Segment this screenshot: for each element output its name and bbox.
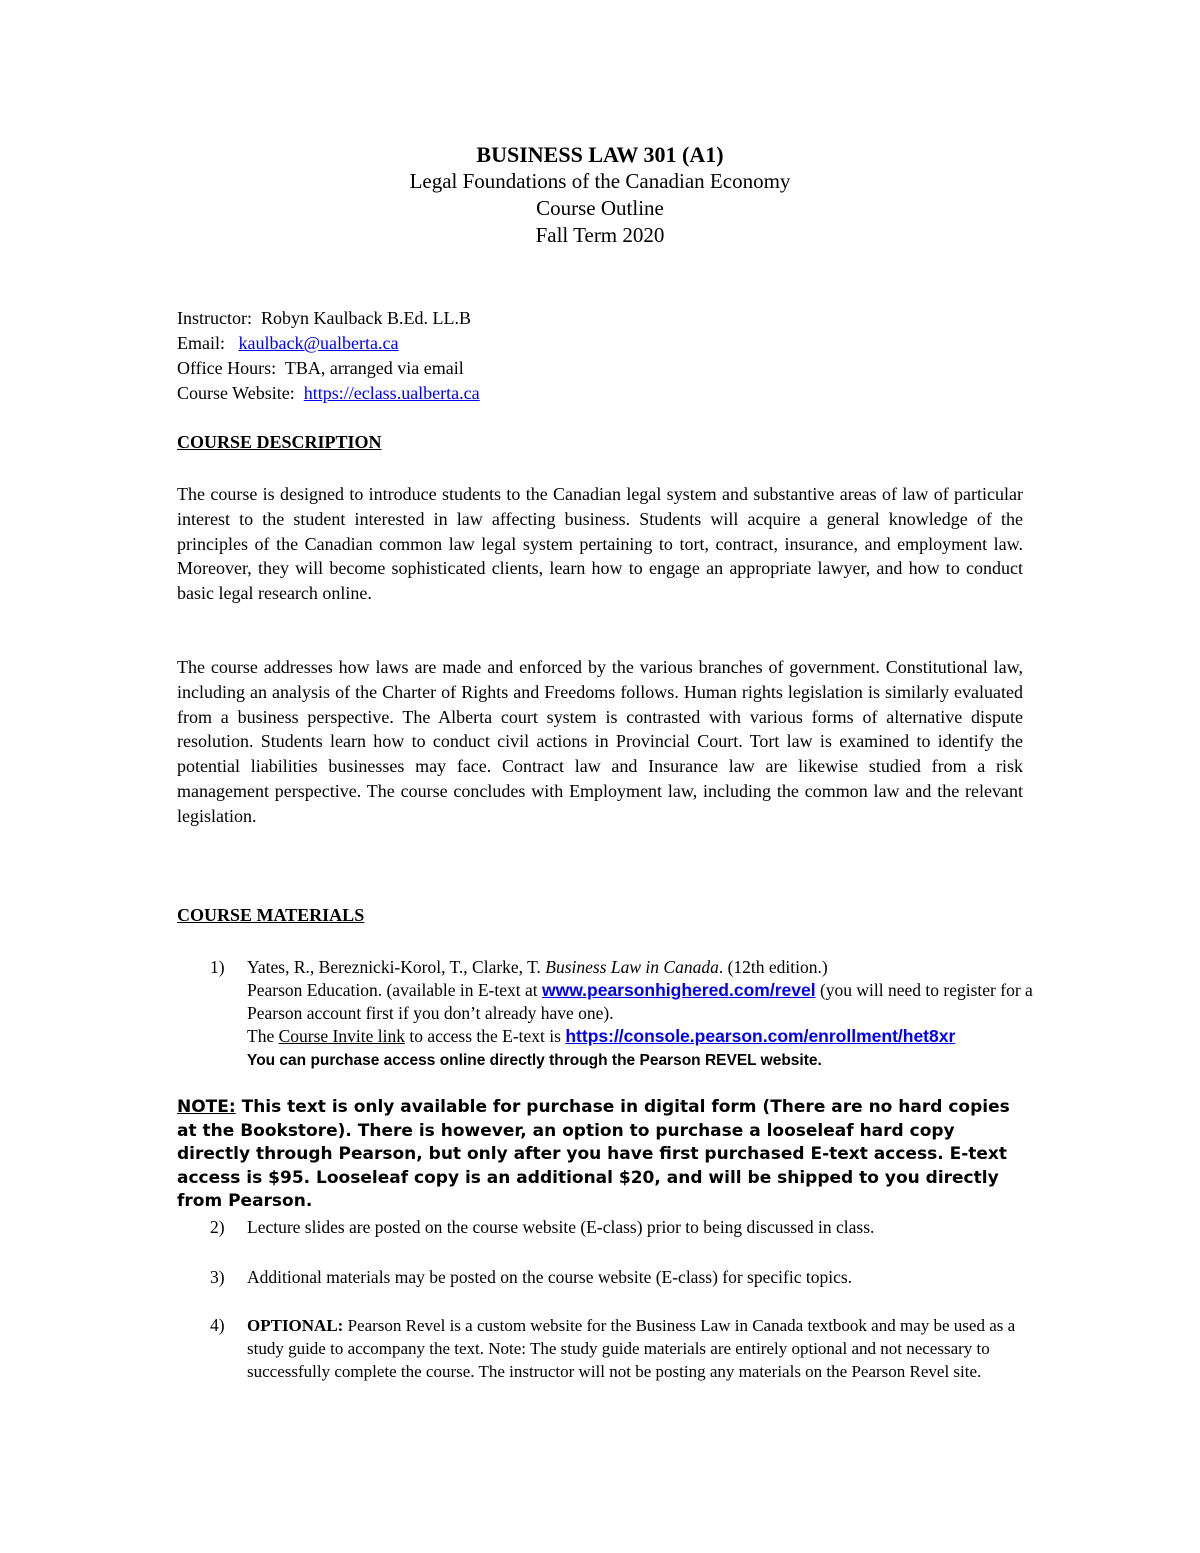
register-text: (you will need to register for a Pearson account first if you don’t already have one). (247, 980, 1033, 1023)
course-invite-link-label[interactable]: Course Invite link (278, 1026, 405, 1046)
instructor-line (177, 306, 480, 331)
office-hours-line (177, 356, 480, 381)
course-description-heading: COURSE DESCRIPTION (177, 432, 382, 452)
document-header (0, 141, 1200, 249)
list-number: 4) (210, 1315, 225, 1335)
description-paragraph-2: The course addresses how laws are made and enforced by the various branches of government. Constitutional law, including an analysis of the Charter of Rights and Freedoms follows. Human rights legislation is similarly evaluated from a business perspective. The Alberta court system is contrasted with various forms of alternative dispute resolution. Students learn how to conduct civil actions in Provincial Court. Tort law is examined to identify the potential liabilities businesses may face. Contract law and Insurance law are likewise studied from a risk management perspective. The course concludes with Employment law, including the common law and the relevant legislation. (177, 657, 1023, 826)
website-line (177, 381, 480, 406)
optional-text: Pearson Revel is a custom website for the Business Law in Canada textbook and may be used as a study guide to accompany the text. Note: The study guide materials are entirely optional and not necessary to successfully complete the course. The instructor will not be posting any materials on the Pearson Revel site. (247, 1316, 1016, 1381)
list-number: 3) (210, 1267, 225, 1287)
course-subtitle: Legal Foundations of the Canadian Economy (409, 169, 791, 193)
revel-link[interactable]: www.pearsonhighered.com/revel (541, 980, 816, 1000)
materials-item-1-body (247, 956, 1037, 1072)
materials-item-4-body (247, 1314, 1037, 1383)
optional-label: OPTIONAL: (247, 1316, 344, 1335)
office-hours-label: Office Hours: (177, 358, 277, 378)
description-paragraph-1: The course is designed to introduce students to the Canadian legal system and substantive areas of law of particular interest to the student interested in law affecting business. Students will acquire a general knowledge of the principles of the Canadian common law legal system pertaining to tort, contract, insurance, and employment law. Moreover, they will become sophisticated clients, learn how to engage an appropriate lawyer, and how to conduct basic legal research online. (177, 484, 1023, 604)
note-text: This text is only available for purchase in digital form (There are no hard copies at the Bookstore). There is however, an option to purchase a looseleaf hard copy directly through Pearson, but only after you have first purchased E-text access. E-text access is $95. Looseleaf copy is an additional $20, and will be shipped to you directly from Pearson. (177, 1097, 1010, 1211)
email-label: Email: (177, 333, 225, 353)
email-line (177, 331, 480, 356)
book-title: Business Law in Canada (545, 957, 719, 977)
instructor-info (177, 306, 480, 406)
materials-item-3-text: Additional materials may be posted on the course website (E-class) for specific topics. (247, 1267, 853, 1287)
course-invite-url[interactable]: https://console.pearson.com/enrollment/het8xr (565, 1026, 956, 1046)
note-label: NOTE: (177, 1097, 236, 1117)
purchase-text: You can purchase access online directly through the Pearson REVEL website. (247, 1052, 822, 1069)
course-title: BUSINESS LAW 301 (A1) (476, 142, 724, 167)
course-materials-heading: COURSE MATERIALS (177, 905, 365, 925)
outline-label: Course Outline (536, 196, 664, 220)
invite-prefix: The (247, 1026, 275, 1046)
term-label: Fall Term 2020 (535, 223, 665, 247)
book-authors: Yates, R., Bereznicki-Korol, T., Clarke, T. (247, 957, 541, 977)
email-link[interactable]: kaulback@ualberta.ca (238, 333, 399, 353)
office-hours-value: TBA, arranged via email (284, 358, 464, 378)
website-label: Course Website: (177, 383, 295, 403)
invite-mid-text: to access the E-text is (409, 1026, 561, 1046)
website-link[interactable]: https://eclass.ualberta.ca (303, 383, 480, 403)
book-publisher: Pearson Education. (available in E-text at (247, 980, 538, 1000)
instructor-value: Robyn Kaulback B.Ed. LL.B (260, 308, 471, 328)
instructor-label: Instructor: (177, 308, 252, 328)
materials-item-2-text: Lecture slides are posted on the course website (E-class) prior to being discussed in class. (247, 1217, 875, 1237)
note-block (177, 1096, 1029, 1214)
book-edition: . (12th edition.) (718, 957, 828, 977)
list-number: 2) (210, 1217, 225, 1237)
list-number: 1) (210, 957, 225, 977)
